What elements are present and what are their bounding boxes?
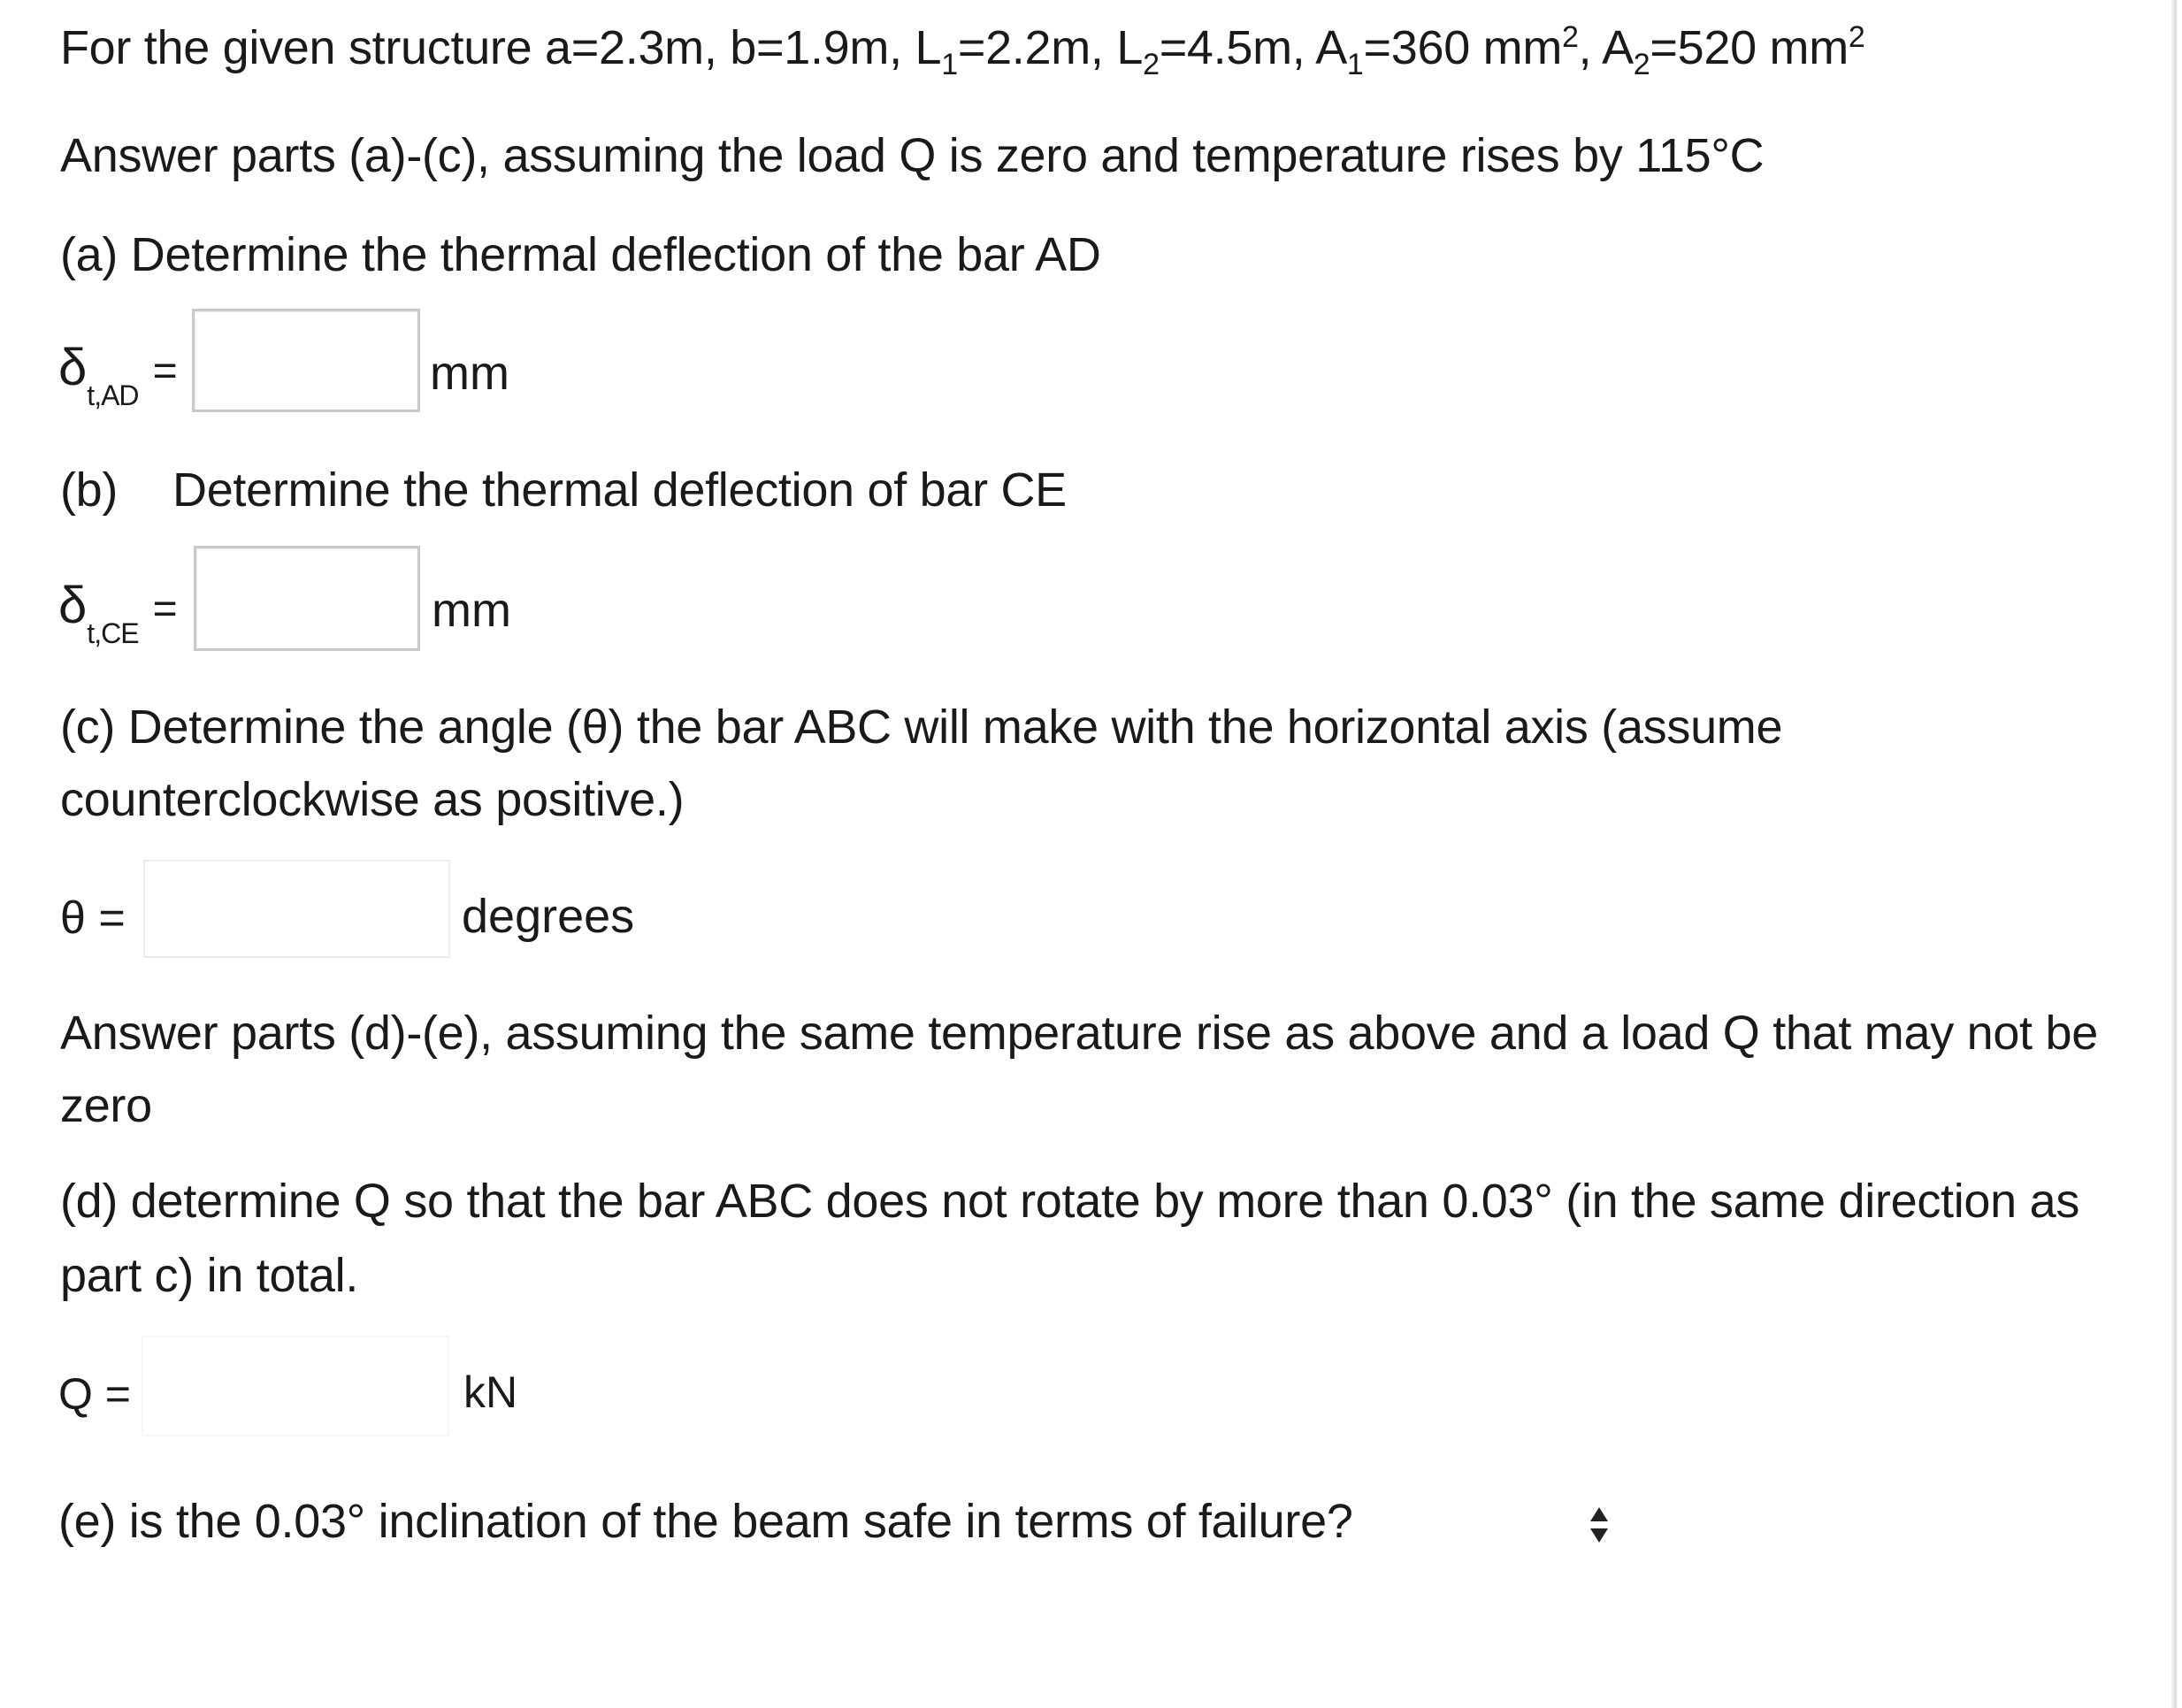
part-d-prompt-line2: part c) in total. [60,1249,359,1302]
part-c-unit: degrees [462,890,635,943]
part-b-symbol-subscript: t,CE [87,617,139,649]
intro-parts-d-e-line2: zero [60,1079,152,1132]
part-b-label: (b) [60,463,119,517]
part-c-symbol: θ = [60,892,126,944]
given-a1-superscript: 2 [1562,20,1579,54]
part-a-symbol-subscript: t,AD [87,379,139,411]
given-a2-superscript: 2 [1848,20,1865,54]
given-a1-text: =360 mm [1363,21,1563,74]
part-a-answer-input[interactable] [192,309,420,412]
part-d-prompt-line1: (d) determine Q so that the bar ABC does not rotate by more than 0.03° (in the same direction as [60,1175,2080,1228]
part-d-symbol: Q = [58,1369,131,1419]
delta-symbol: δ [58,339,88,396]
intro-parts-d-e-line1: Answer parts (d)-(e), assuming the same temperature rise as above and a load Q that may not be [60,1007,2098,1060]
part-e-answer-select[interactable] [1586,1504,1612,1546]
part-a-prompt: (a) Determine the thermal deflection of the bar AD [60,228,1101,281]
part-b-unit: mm [432,584,511,637]
part-b-equals: = [152,586,178,632]
given-data-line [60,12,1865,83]
given-a2-prefix: , A [1578,21,1634,74]
given-l2-text: =4.5m, A [1159,21,1347,74]
part-c-prompt-line1: (c) Determine the angle (θ) the bar ABC will make with the horizontal axis (assume [60,701,1783,754]
updown-arrows-icon [1586,1504,1612,1546]
given-intro-text: For the given structure a=2.3m, b=1.9m, L [60,21,942,74]
part-d-unit: kN [463,1367,518,1417]
given-a2-text: =520 mm [1650,21,1849,74]
part-c-answer-input[interactable] [143,860,450,958]
part-b-answer-input[interactable] [194,546,420,651]
given-l2-subscript: 2 [1143,47,1160,81]
part-a-equals: = [152,348,178,394]
part-e-prompt: (e) is the 0.03° inclination of the beam safe in terms of failure? [58,1495,1353,1548]
part-a-symbol [58,333,178,411]
given-a1-subscript: 1 [1346,47,1364,81]
given-a2-subscript: 2 [1633,47,1650,81]
part-b-prompt: Determine the thermal deflection of bar CE [172,463,1067,517]
given-l1-text: =2.2m, L [957,21,1144,74]
delta-symbol: δ [58,577,88,634]
part-d-answer-input[interactable] [142,1336,449,1436]
intro-parts-a-c: Answer parts (a)-(c), assuming the load Q is zero and temperature rises by 115°C [60,129,1765,182]
page-right-edge [2171,0,2177,1708]
part-a-unit: mm [430,347,509,400]
part-b-symbol [58,571,178,649]
part-c-prompt-line2: counterclockwise as positive.) [60,773,685,826]
given-l1-subscript: 1 [941,47,958,81]
